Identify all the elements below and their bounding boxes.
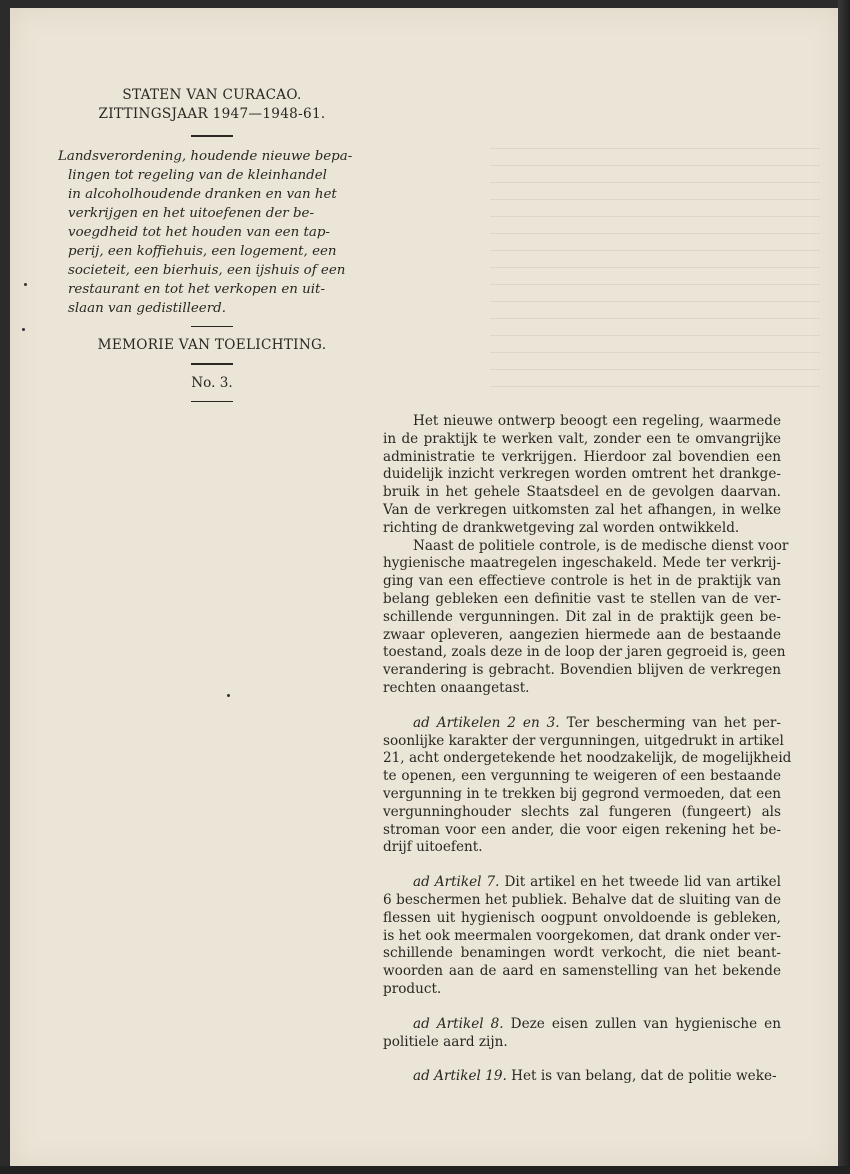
subject-line: lingen tot regeling van de kleinhandel <box>68 167 327 183</box>
scan-edge <box>0 1166 850 1174</box>
memorie-title: MEMORIE VAN TOELICHTING. <box>97 337 327 353</box>
margin-dot <box>22 328 25 331</box>
text-line: vergunning in te trekken bij gegrond vermoeden, dat een <box>383 785 781 802</box>
text-fragment: Deze eisen zullen van hygienische en <box>503 1015 781 1032</box>
text-line: te openen, een vergunning te weigeren of een bestaande <box>383 768 781 785</box>
text-line: duidelijk inzicht verkregen worden omtrent het drankge- <box>383 466 781 483</box>
margin-dot <box>227 694 230 697</box>
paragraph-artikel-8 <box>383 1016 781 1052</box>
left-column <box>58 86 362 412</box>
text-line: politiele aard zijn. <box>383 1033 508 1050</box>
article-label: ad Artikelen 2 en 3. <box>413 714 560 731</box>
text-line <box>383 1068 781 1086</box>
text-line: Naast de politiele controle, is de medische dienst voor <box>413 537 789 554</box>
text-line: product. <box>383 980 442 997</box>
text-line: belang gebleken een definitie vast te stellen van de ver- <box>383 590 781 607</box>
text-line: drijf uitoefent. <box>383 839 483 856</box>
article-label: ad Artikel 8. <box>413 1015 504 1032</box>
text-line: flessen uit hygienisch oogpunt onvoldoende is gebleken, <box>383 909 781 926</box>
subject-line: perij, een koffiehuis, een logement, een <box>68 243 337 259</box>
text-line: verandering is gebracht. Bovendien blijven de verkregen <box>383 662 781 679</box>
text-line: in de praktijk te werken valt, zonder een te omvangrijke <box>383 430 781 447</box>
text-line: 6 beschermen het publiek. Behalve dat de sluiting van de <box>383 891 781 908</box>
header-title-line2: ZITTINGSJAAR 1947—1948-61. <box>98 106 326 122</box>
text-line: vergunninghouder slechts zal fungeren (fungeert) als <box>383 803 781 820</box>
subject-line: slaan van gedistilleerd. <box>68 300 226 316</box>
text-line: 21, acht ondergetekende het noodzakelijk, de mogelijkheid <box>383 750 792 767</box>
subject-line: voegdheid tot het houden van een tap- <box>68 224 330 240</box>
text-line: is het ook meermalen voorgekomen, dat drank onder ver- <box>383 927 781 944</box>
text-line: Van de verkregen uitkomsten zal het afhangen, in welke <box>383 501 781 518</box>
text-line: bruik in het gehele Staatsdeel en de gevolgen daarvan. <box>383 484 781 501</box>
text-line <box>383 715 781 733</box>
text-line: rechten onaangetast. <box>383 679 530 696</box>
subject-line: in alcoholhoudende dranken en van het <box>68 186 337 202</box>
bleed-through-texture <box>490 148 820 398</box>
text-line: soonlijke karakter der vergunningen, uitgedrukt in artikel <box>383 732 784 749</box>
explanatory-text <box>383 413 792 1086</box>
divider <box>191 135 233 137</box>
subject-line: societeit, een bierhuis, een ijshuis of een <box>68 262 346 278</box>
text-line: woorden aan de aard en samenstelling van het bekende <box>383 963 781 980</box>
text-line: stroman voor een ander, die voor eigen rekening het be- <box>383 821 781 838</box>
text-fragment: Het is van belang, dat de politie weke- <box>506 1068 777 1085</box>
text-line: administratie te verkrijgen. Hierdoor zal bovendien een <box>383 448 781 465</box>
text-fragment: Ter bescherming van het per- <box>559 714 781 731</box>
divider <box>191 326 233 328</box>
scan-edge <box>838 0 850 1174</box>
subject-line: Landsverordening, houdende nieuwe bepa- <box>58 148 353 164</box>
subject-line: verkrijgen en het uitoefenen der be- <box>68 205 314 221</box>
article-label: ad Artikel 7. <box>413 874 500 891</box>
divider <box>191 363 233 365</box>
paragraph-artikelen-2-3 <box>383 714 792 857</box>
text-line: richting de drankwetgeving zal worden ontwikkeld. <box>383 519 740 536</box>
text-line: hygienische maatregelen ingeschakeld. Mede ter verkrij- <box>383 555 781 572</box>
paragraph-artikel-19 <box>383 1068 781 1086</box>
article-label: ad Artikel 19. <box>413 1068 507 1085</box>
divider <box>191 401 233 403</box>
text-line: zwaar opleveren, aangezien hiermede aan de bestaande <box>383 626 781 643</box>
subject-description <box>58 147 354 318</box>
text-line: schillende benamingen wordt verkocht, die niet beant- <box>383 945 781 962</box>
margin-dot <box>24 283 27 286</box>
text-line: toestand, zoals deze in de loop der jaren gegroeid is, geen <box>383 644 786 661</box>
subject-line: restaurant en tot het verkopen en uit- <box>68 281 325 297</box>
paragraph-intro <box>383 413 781 538</box>
text-line: schillende vergunningen. Dit zal in de praktijk geen be- <box>383 608 781 625</box>
text-fragment: Dit artikel en het tweede lid van artikel <box>499 874 781 891</box>
header-title-line1: STATEN VAN CURACAO. <box>122 87 302 103</box>
paragraph-artikel-7 <box>383 874 781 999</box>
text-line <box>383 874 781 892</box>
paragraph-controle <box>383 537 789 698</box>
text-line: ging van een effectieve controle is het in de praktijk van <box>383 573 781 590</box>
document-number: No. 3. <box>191 374 233 391</box>
text-line: Het nieuwe ontwerp beoogt een regeling, waarmede <box>413 413 781 429</box>
text-line <box>383 1016 781 1034</box>
